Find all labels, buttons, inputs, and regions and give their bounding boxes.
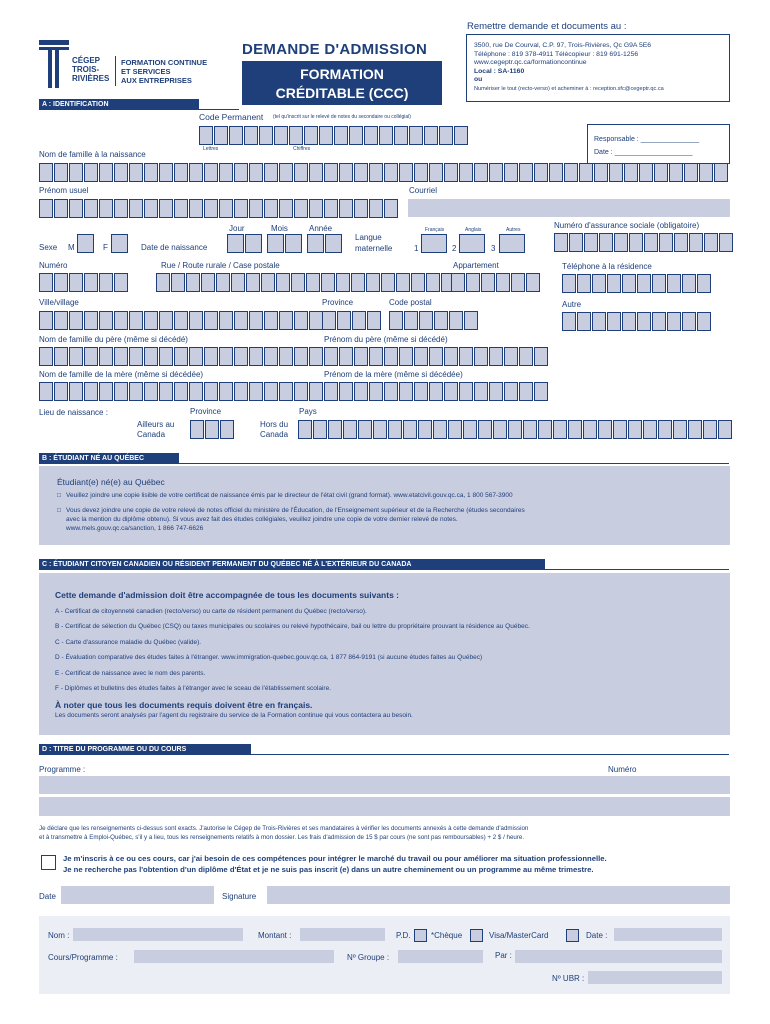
nom-mere-label: Nom de famille de la mère (même si décédée) <box>39 370 204 379</box>
section-b-item-2: Vous devez joindre une copie de votre relevé de notes officiel du ministère de l'Éducation, de l'Enseignement supérieur et de la Recherche (études secondaires <box>66 507 525 514</box>
office-nom-field[interactable] <box>73 928 243 941</box>
prenom-usuel-label: Prénom usuel <box>39 186 89 195</box>
numero-label: Numéro <box>39 261 68 270</box>
section-c-panel <box>39 573 730 735</box>
ville-field[interactable] <box>39 311 323 330</box>
nom-pere-field[interactable] <box>39 347 323 366</box>
section-b-heading: Étudiant(e) né(e) au Québec <box>57 477 165 487</box>
mois-label: Mois <box>271 224 288 233</box>
office-par-label: Par : <box>495 951 512 960</box>
office-montant-field[interactable] <box>300 928 385 941</box>
doc-item-a: A - Certificat de citoyenneté canadien (recto/verso) ou carte de résident permanent du Québec (recto/verso). <box>55 607 367 615</box>
anglais-label: Anglais <box>465 227 482 233</box>
courriel-label: Courriel <box>409 186 438 195</box>
autres-label: Autres <box>506 227 521 233</box>
tel-autre-field[interactable] <box>562 312 711 331</box>
section-d-header: D : TITRE DU PROGRAMME OU DU COURS <box>39 744 251 755</box>
tel-residence-label: Téléphone à la résidence <box>562 262 652 271</box>
appartement-field[interactable] <box>451 273 540 292</box>
doc-item-b: B - Certificat de sélection du Québec (CSQ) ou taxes municipales ou scolaires ou relevé hypothécaire, bail ou lettre du propriétaire prouvant la résidence au Québec. <box>55 623 530 630</box>
numero-field[interactable] <box>39 273 128 292</box>
rue-field[interactable] <box>156 273 455 292</box>
office-ubr-field[interactable] <box>588 971 722 984</box>
lieu-province-field[interactable] <box>190 420 234 439</box>
nom-mere-field[interactable] <box>39 382 323 401</box>
commitment-text: Je m'inscris à ce ou ces cours, car j'ai besoin de ces compétences pour intégrer le marché du travail ou pour améliorer ma situation professionnelle. Je ne recherche pas l'obtention d'un diplôme d'État et je ne suis pas inscrit (e) dans un autre cheminement ou un programme au même trimestre. <box>63 854 607 874</box>
address-box: 3500, rue De Courval, C.P. 97, Trois-Rivières, Qc G9A 5E6 Téléphone : 819 378-4911 Télécopieur : 819 691-1256 www.cegeptr.qc.ca/formationcontinue Local : SA-1160 ou Numériser le tout (recto-verso) et acheminer à : reception.sfc@cegeptr.qc.ca <box>466 34 730 102</box>
autre-label: Autre <box>562 300 582 309</box>
office-cours-field[interactable] <box>134 950 334 963</box>
code-permanent-label: Code Permanent <box>199 112 264 122</box>
francais-label: Français <box>425 227 445 233</box>
section-a-header: A : IDENTIFICATION <box>39 99 199 110</box>
date-naissance-label: Date de naissance <box>141 243 208 252</box>
prenom-usuel-field[interactable] <box>39 199 398 218</box>
office-montant-label: Montant : <box>258 931 292 940</box>
province-field[interactable] <box>322 311 381 330</box>
birth-day-field[interactable] <box>227 234 262 253</box>
office-groupe-field[interactable] <box>398 950 483 963</box>
nom-naissance-label: Nom de famille à la naissance <box>39 150 146 159</box>
office-pd-label: P.D. <box>396 931 411 940</box>
tel-residence-field[interactable] <box>562 274 711 293</box>
langue-anglais-box[interactable] <box>459 234 485 253</box>
nas-field[interactable] <box>554 233 733 252</box>
rue-label: Rue / Route rurale / Case postale <box>161 261 280 270</box>
doc-item-c: C - Carte d'assurance maladie du Québec (valide). <box>55 638 202 646</box>
annee-label: Année <box>309 224 333 233</box>
office-cheque-checkbox[interactable] <box>470 929 483 942</box>
logo-divider <box>115 56 116 86</box>
programme-field-1[interactable] <box>39 776 730 794</box>
chiffres-label: Chiffres <box>293 146 311 152</box>
analysis-note: Les documents seront analysés par l'agent du registraire du service de la Formation continue qui vous contactera au besoin. <box>55 711 413 719</box>
ailleurs-label: Ailleurs au Canada <box>137 420 175 439</box>
lieu-pays-field[interactable] <box>298 420 732 439</box>
nom-naissance-field[interactable] <box>39 163 728 182</box>
programme-field-2[interactable] <box>39 797 730 816</box>
langue-label: Langue <box>355 233 382 242</box>
lieu-naissance-label: Lieu de naissance : <box>39 408 108 417</box>
signature-label: Signature <box>222 892 257 901</box>
date-label: Date <box>39 892 56 901</box>
date-field[interactable] <box>61 886 214 904</box>
section-b-item-1: Veuillez joindre une copie lisible de votre certificat de naissance émis par le directeur de l'état civil (grand format). www.etatcivil.gouv.qc.ca, 1 800 567-3900 <box>66 492 513 499</box>
logo-tagline: FORMATION CONTINUE ET SERVICES AUX ENTREPRISES <box>121 58 208 85</box>
sexe-m-box[interactable] <box>77 234 94 253</box>
office-visa-checkbox[interactable] <box>566 929 579 942</box>
doc-item-d: D - Évaluation comparative des études faites à l'étranger. www.immigration-quebec.gouv.qc.ca, 1 877 864-9191 (si aucune études faites au Québec) <box>55 654 483 661</box>
logo <box>39 40 69 88</box>
sexe-f-box[interactable] <box>111 234 128 253</box>
remit-title: Remettre demande et documents au : <box>467 21 627 32</box>
langue-2-label: 2 <box>452 244 457 253</box>
numero-programme-label: Numéro <box>608 765 637 774</box>
jour-label: Jour <box>229 224 245 233</box>
office-use-box: Responsable : _______________ Date : ____________________ <box>587 124 730 164</box>
declaration-text: Je déclare que les renseignements ci-dessus sont exacts. J'autorise le Cégep de Trois-Rivières et ses mandataires à vérifier les documents annexés à cette demande d'admission et à transmettre à Emploi-Québec, s'il y a lieu, tous les renseignements relatifs à mon dossier. Les frais d'admission de 15 $ par cours (ne sont pas remboursables) + 2 $ / heure. <box>39 825 529 841</box>
code-postal-field[interactable] <box>389 311 478 330</box>
province-label: Province <box>322 298 354 307</box>
office-nom-label: Nom : <box>48 931 70 940</box>
sexe-m-label: M <box>68 243 75 252</box>
programme-label: Programme : <box>39 765 86 774</box>
section-b-panel: Étudiant(e) né(e) au Québec □ Veuillez joindre une copie lisible de votre certificat de naissance émis par le directeur de l'état civil (grand format). www.etatcivil.gouv.qc.ca, 1 800 567-3900 □ Vous devez joindre une copie de votre relevé de notes officiel du ministère de l'Éducation, de l'Enseignement supérieur et de la Recherche (études secondaires avec la mention du diplôme obtenu). Si vous avez fait des études collégiales, veuillez joindre une copie de votre dernier relevé de notes. www.mels.gouv.qc.ca/sanction, 1 866 747-6626 <box>39 466 730 545</box>
office-pd-checkbox[interactable] <box>414 929 427 942</box>
hors-label: Hors du Canada <box>260 420 289 439</box>
langue-3-label: 3 <box>491 244 496 253</box>
prenom-mere-label: Prénom de la mère (même si décédée) <box>324 370 463 379</box>
prenom-mere-field[interactable] <box>324 382 548 401</box>
form-title: DEMANDE D'ADMISSION <box>242 41 428 58</box>
langue-francais-box[interactable] <box>421 234 447 253</box>
prenom-pere-field[interactable] <box>324 347 548 366</box>
code-permanent-note: (tel qu'inscrit sur le relevé de notes du secondaire ou collégial) <box>273 114 411 120</box>
birth-month-field[interactable] <box>267 234 302 253</box>
courriel-field[interactable] <box>408 199 730 217</box>
lieu-pays-label: Pays <box>299 407 317 416</box>
langue-1-label: 1 <box>414 244 419 253</box>
sexe-f-label: F <box>103 243 108 252</box>
maternelle-label: maternelle <box>355 244 393 253</box>
office-ubr-label: Nº UBR : <box>552 974 585 983</box>
office-cours-label: Cours/Programme : <box>48 953 118 962</box>
prenom-pere-label: Prénom du père (même si décédé) <box>324 335 448 344</box>
langue-autres-box[interactable] <box>499 234 525 253</box>
french-note: À noter que tous les documents requis doivent être en français. <box>55 699 313 710</box>
form-banner: FORMATION CRÉDITABLE (CCC) <box>242 61 442 105</box>
section-c-heading: Cette demande d'admission doit être accompagnée de tous les documents suivants : <box>55 590 399 600</box>
office-visa-label: Visa/MasterCard <box>489 931 549 940</box>
lettres-label: Lettres <box>203 146 219 152</box>
section-b-header: B : ÉTUDIANT NÉ AU QUÉBEC <box>39 453 179 464</box>
office-groupe-label: Nº Groupe : <box>347 953 390 962</box>
sexe-label: Sexe <box>39 243 58 252</box>
commitment-checkbox[interactable] <box>41 855 56 870</box>
appartement-label: Appartement <box>453 261 499 270</box>
lieu-province-label: Province <box>190 407 222 416</box>
doc-item-f: F - Diplômes et bulletins des études faites à l'étranger avec le sceau de l'établissement scolaire. <box>55 685 331 692</box>
ville-label: Ville/village <box>39 298 79 307</box>
office-cheque-label: *Chèque <box>431 931 463 940</box>
logo-text: CÉGEP TROIS- RIVIÈRES <box>72 56 110 83</box>
signature-field[interactable] <box>267 886 730 904</box>
office-par-field[interactable] <box>515 950 722 963</box>
office-date-field[interactable] <box>614 928 722 941</box>
section-c-header: C : ÉTUDIANT CITOYEN CANADIEN OU RÉSIDENT PERMANENT DU QUÉBEC NÉ À L'EXTÉRIEUR DU CANADA <box>39 559 545 570</box>
office-date-label: Date : <box>586 931 608 940</box>
nas-label: Numéro d'assurance sociale (obligatoire) <box>554 221 700 230</box>
birth-year-field[interactable] <box>307 234 342 253</box>
code-postal-label: Code postal <box>389 298 432 307</box>
code-permanent-field[interactable] <box>199 126 468 145</box>
doc-item-e: E - Certificat de naissance avec le nom des parents. <box>55 669 206 677</box>
nom-pere-label: Nom de famille du père (même si décédé) <box>39 335 188 344</box>
